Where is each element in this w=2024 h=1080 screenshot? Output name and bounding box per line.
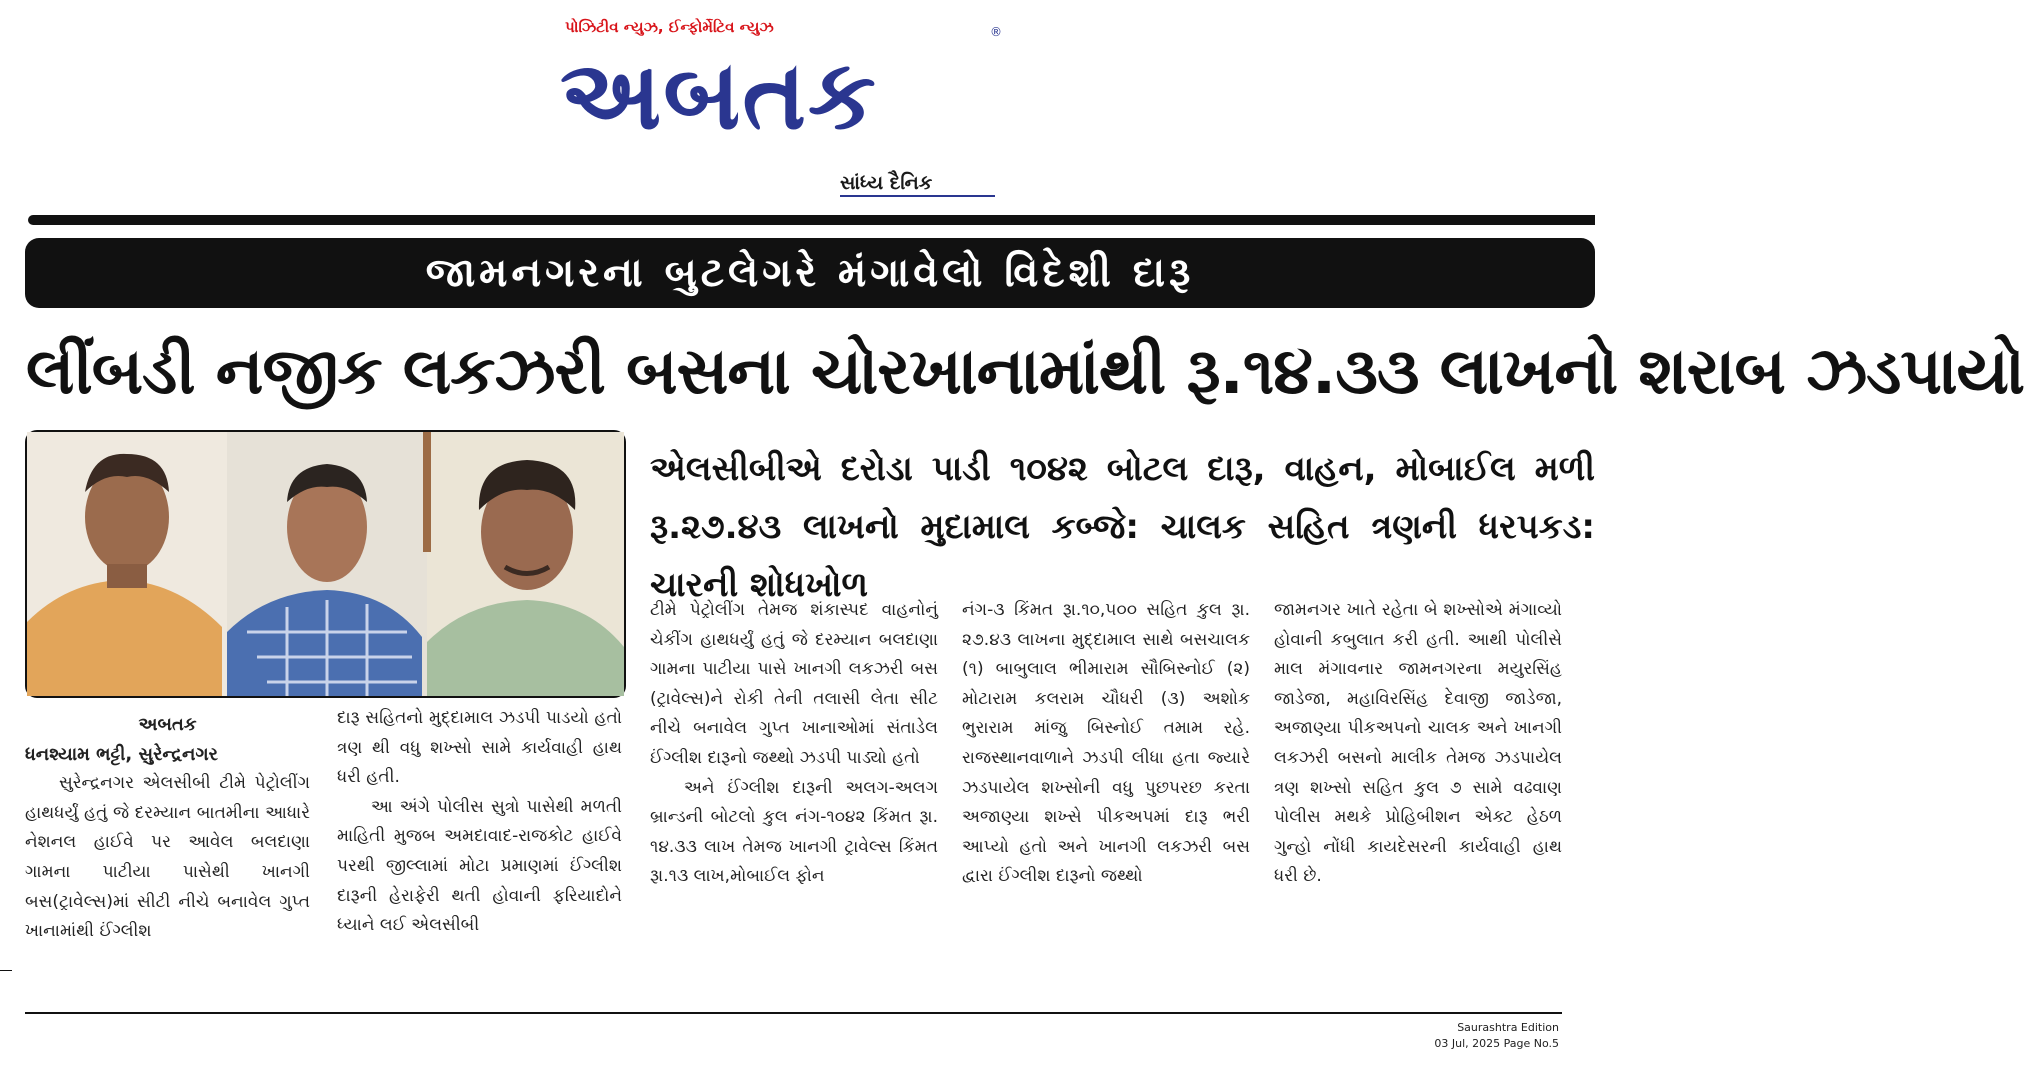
article-column-2 bbox=[337, 704, 622, 941]
byline-author: ધનશ્યામ ભટ્ટી, સુરેન્દ્રનગર bbox=[25, 743, 218, 765]
masthead-subtitle: સાંધ્ય દૈનિક bbox=[840, 172, 933, 194]
article-subheadline: એલસીબીએ દરોડા પાડી ૧૦૪૨ બોટલ દારૂ, વાહન, મોબાઈલ મળી રૂ.૨૭.૪૩ લાખનો મુદામાલ કબ્જે: ચાલક સહિત ત્રણની ધરપકડ: ચારની શોધખોળ bbox=[650, 449, 1595, 605]
article-column-3 bbox=[650, 596, 938, 892]
article-column-4 bbox=[962, 596, 1250, 892]
article-column-5 bbox=[1274, 596, 1562, 892]
article-column-1 bbox=[25, 710, 310, 947]
article-paragraph: અને ઈંગ્લીશ દારૂની અલગ-અલગ બ્રાન્ડની બોટલો કુલ નંગ-૧૦૪૨ કિંમત રૂા. ૧૪.૩૩ લાખ તેમજ ખાનગી ટ્રાવેલ્સ કિંમત રૂા.૧૩ લાખ,મોબાઈલ ફોન bbox=[650, 777, 938, 887]
masthead-tagline: પોઝિટીવ ન્યુઝ, ઈન્ફોર્મેટિવ ન્યુઝ bbox=[565, 18, 774, 36]
margin-tick bbox=[0, 970, 12, 971]
accused-photo-illustration bbox=[27, 432, 624, 696]
article-headline: લીંબડી નજીક લકઝરી બસના ચોરખાનામાંથી રૂ.૧૪.૩૩ લાખનો શરાબ ઝડપાયો bbox=[26, 335, 2024, 409]
article-paragraph: જામનગર ખાતે રહેતા બે શખ્સોએ મંગાવ્યો હોવાની કબુલાત કરી હતી. આથી પોલીસે માલ મંગાવનાર જામનગરના મયુરસિંહ જાડેજા, મહાવિરસિંહ દેવાજી જાડેજા, અજાણ્યા પીકઅપનો ચાલક અને ખાનગી લકઝરી બસનો માલીક તેમજ ઝડપાયેલ ત્રણ શખ્સો સહિત કુલ ૭ સામે વઢવાણ પોલીસ મથકે પ્રોહિબીશન એક્ટ હેઠળ ગુન્હો નોંધી કાયદેસરની કાર્યવાહી હાથ ધરી છે. bbox=[1274, 600, 1562, 887]
article-paragraph: નંગ-૩ કિંમત રૂા.૧૦,૫૦૦ સહિત કુલ રૂા. ૨૭.૪૩ લાખના મુદ્દામાલ સાથે બસચાલક (૧) બાબુલાલ ભીમારામ સૌબિસ્નોઈ (૨) મોટારામ કલરામ ચૌધરી (૩) અશોક ભુરારામ માંજુ બિસ્નોઈ તમામ રહે. રાજસ્થાનવાળાને ઝડપી લીધા હતા જ્યારે ઝડપાયેલ શખ્સોની વધુ પુછપરછ કરતા અજાણ્યા શખ્સે પીકઅપમાં દારૂ ભરી આપ્યો હતો અને ખાનગી લકઝરી બસ દ્વારા ઈંગ્લીશ દારૂનો જથ્થો bbox=[962, 600, 1250, 887]
registered-mark: ® bbox=[990, 25, 1002, 39]
article-paragraph: દારૂ સહિતનો મુદ્દામાલ ઝડપી પાડયો હતો ત્રણ થી વધુ શખ્સો સામે કાર્યવાહી હાથ ધરી હતી. bbox=[337, 708, 622, 788]
masthead-subtitle-underline bbox=[840, 195, 995, 197]
footer-divider bbox=[25, 1012, 1562, 1014]
header-divider bbox=[28, 215, 1595, 225]
edition-info bbox=[1434, 1020, 1559, 1052]
edition-date-page: 03 Jul, 2025 Page No.5 bbox=[1434, 1037, 1559, 1050]
article-paragraph: સુરેન્દ્રનગર એલસીબી ટીમે પેટ્રોલીંગ હાથધર્યું હતું જે દરમ્યાન બાતમીના આધારે નેશનલ હાઈવે પર આવેલ બલદાણા ગામના પાટીયા પાસેથી ખાનગી બસ(ટ્રાવેલ્સ)માં સીટી નીચે બનાવેલ ગુપ્ત ખાનામાંથી ઈંગ્લીશ bbox=[25, 773, 310, 942]
article-paragraph: આ અંગે પોલીસ સુત્રો પાસેથી મળતી માહિતી મુજબ અમદાવાદ-રાજકોટ હાઈવે પરથી જીલ્લામાં મોટા પ્રમાણમાં ઈંગ્લીશ દારૂની હેરાફેરી થતી હોવાની ફરિયાદોને ધ્યાને લઈ એલસીબી bbox=[337, 796, 622, 936]
masthead-logo: અબતક bbox=[560, 39, 878, 151]
article-paragraph: ટીમે પેટ્રોલીંગ તેમજ શંકાસ્પદ વાહનોનું ચેકીંગ હાથધર્યું હતું જે દરમ્યાન બલદાણા ગામના પાટીયા પાસે ખાનગી લકઝરી બસ (ટ્રાવેલ્સ)ને રોકી તેની તલાસી લેતા સીટ નીચે બનાવેલ ગુપ્ત ખાનાઓમાં સંતાડેલ ઈંગ્લીશ દારૂનો જથ્થો ઝડપી પાડ્યો હતો bbox=[650, 600, 938, 768]
article-photo bbox=[25, 430, 626, 698]
article-kicker: જામનગરના બુટલેગરે મંગાવેલો વિદેશી દારૂ bbox=[25, 238, 1595, 308]
byline-source: અબતક bbox=[138, 714, 197, 735]
edition-name: Saurashtra Edition bbox=[1457, 1021, 1559, 1034]
